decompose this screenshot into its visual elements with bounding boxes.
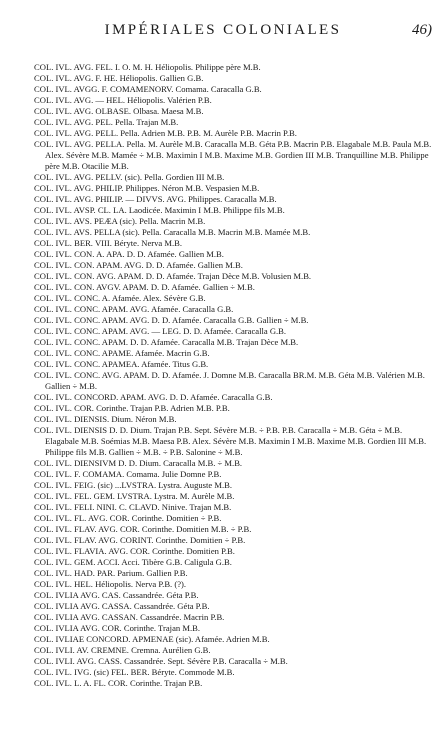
- list-item: COL. IVL. CON. AVG. APAM. D. D. Afamée. Trajan Dèce M.B. Volusien M.B.: [34, 271, 312, 281]
- list-item: COL. IVL. DIENSIS. Dium. Néron M.B.: [34, 414, 177, 424]
- list-item: COL. IVL. FL. AVG. COR. Corinthe. Domitien ÷ P.B.: [34, 513, 222, 523]
- list-item: COL. IVL. AVG. FEL. I. O. M. H. Héliopolis. Philippe père M.B.: [34, 62, 261, 72]
- list-item: COL. IVLIA AVG. CAS. Cassandrée. Géta P.B.: [34, 590, 199, 600]
- list-item: COL. IVL. CONC. AVG. APAM. D. D. Afamée. J. Domne M.B. Caracalla BR.M. M.B. Géta M.B. Valérien M.B. Gallien ÷ M.B.: [34, 370, 425, 391]
- list-item: COL. IVL. FLAV. AVG. CORINT. Corinthe. Domitien ÷ P.B.: [34, 535, 246, 545]
- list-item: COL. IVL. AVG. PHILIP. — DIVVS. AVG. Philippes. Caracalla M.B.: [34, 194, 277, 204]
- page-number: 46): [412, 22, 432, 38]
- list-item: COL. IVLI. AV. CREMNE. Cremna. Aurélien G.B.: [34, 645, 211, 655]
- list-item: COL. IVL. CONC. APAM. AVG. D. D. Afamée. Caracalla G.B. Gallien ÷ M.B.: [34, 315, 309, 325]
- list-item: COL. IVL. CON. APAM. AVG. D. D. Afamée. Gallien M.B.: [34, 260, 243, 270]
- list-item: COL. IVL. AVG. PELLA. Pella. M. Aurèle M.B. Caracalla M.B. Géta P.B. Macrin P.B. Elagabale M.B. Paula M.B. Alex. Sévère M.B. Mamée ÷ M.B. Maximin I M.B. Maxime M.B. Gordien III M.B. Tranquilline M.B. Philippe père M.B. Otacilie M.B.: [34, 139, 432, 171]
- list-item: COL. IVLI. AVG. CASS. Cassandrée. Sept. Sévère P.B. Caracalla ÷ M.B.: [34, 656, 288, 666]
- list-item: COL. IVL. AVG. F. HE. Héliopolis. Gallien G.B.: [34, 73, 204, 83]
- list-item: COL. IVL. DIENSIS D. D. Dium. Trajan P.B. Sept. Sévère M.B. ÷ P.B. P.B. Caracalla ÷ M.B. Géta ÷ M.B. Elagabale M.B. Soémias M.B. Maesa P.B. Alex. Sévère M.B. Maximin I M.B. Maxime M.B. Gordien III M.B. Philippe fils M.B. Gallien ÷ M.B. ÷ P.B. Salonine ÷ M.B.: [34, 425, 427, 457]
- list-item: COL. IVL. AVG. OLBASE. Olbasa. Maesa M.B.: [34, 106, 204, 116]
- entry-list: [34, 62, 434, 689]
- list-item: COL. IVL. FLAV. AVG. COR. Corinthe. Domitien M.B. ÷ P.B.: [34, 524, 252, 534]
- list-item: COL. IVL. FLAVIA. AVG. COR. Corinthe. Domitien P.B.: [34, 546, 235, 556]
- list-item: COL. IVLIA AVG. CASSAN. Cassandrée. Macrin P.B.: [34, 612, 225, 622]
- list-item: COL. IVL. CON. A. APA. D. D. Afamée. Gallien M.B.: [34, 249, 224, 259]
- list-item: COL. IVL. HEL. Héliopolis. Nerva P.B. (?).: [34, 579, 187, 589]
- list-item: COL. IVL. AVG. — HEL. Héliopolis. Valérien P.B.: [34, 95, 212, 105]
- page-header: [0, 22, 446, 42]
- list-item: COL. IVL. FEL. GEM. LVSTRA. Lystra. M. Aurèle M.B.: [34, 491, 235, 501]
- list-item: COL. IVL. IVG. (sic) FEL. BER. Béryte. Commode M.B.: [34, 667, 235, 677]
- list-item: COL. IVL. CONC. APAMEA. Afamée. Titus G.B.: [34, 359, 209, 369]
- list-item: COL. IVL. AVG. PELLV. (sic). Pella. Gordien III M.B.: [34, 172, 225, 182]
- list-item: COL. IVL. CONC. APAM. AVG. Afamée. Caracalla G.B.: [34, 304, 234, 314]
- page-title: IMPÉRIALES COLONIALES: [104, 22, 342, 38]
- list-item: COL. IVL. FEIG. (sic) ...LVSTRA. Lystra. Auguste M.B.: [34, 480, 233, 490]
- list-item: COL. IVL. CONCORD. APAM. AVG. D. D. Afamée. Caracalla G.B.: [34, 392, 273, 402]
- list-item: COL. IVL. AVSP. CL. LA. Laodicée. Maximin I M.B. Philippe fils M.B.: [34, 205, 285, 215]
- list-item: COL. IVLIA AVG. CASSA. Cassandrée. Géta P.B.: [34, 601, 210, 611]
- list-item: COL. IVL. AVG. PELL. Pella. Adrien M.B. P.B. M. Aurèle P.B. Macrin P.B.: [34, 128, 297, 138]
- list-item: COL. IVLIA AVG. COR. Corinthe. Trajan M.B.: [34, 623, 200, 633]
- list-item: COL. IVL. CONC. APAM. AVG. — LEG. D. D. Afamée. Caracalla G.B.: [34, 326, 287, 336]
- list-item: COL. IVL. AVS. PEÆA (sic). Pella. Macrin M.B.: [34, 216, 206, 226]
- list-item: COL. IVL. HAD. PAR. Parium. Gallien P.B.: [34, 568, 188, 578]
- list-item: COL. IVL. F. COMAMA. Comama. Julie Domne P.B.: [34, 469, 222, 479]
- list-item: COL. IVL. CONC. APAME. Afamée. Macrin G.B.: [34, 348, 210, 358]
- list-item: COL. IVL. COR. Corinthe. Trajan P.B. Adrien M.B. P.B.: [34, 403, 230, 413]
- list-item: COL. IVL. CONC. APAM. D. D. Afamée. Caracalla M.B. Trajan Dèce M.B.: [34, 337, 299, 347]
- list-item: COL. IVL. FELI. NINI. C. CLAVD. Ninive. Trajan M.B.: [34, 502, 232, 512]
- list-item: COL. IVLIAE CONCORD. APMENAE (sic). Afamée. Adrien M.B.: [34, 634, 270, 644]
- list-item: COL. IVL. CON. AVGV. APAM. D. D. Afamée. Gallien ÷ M.B.: [34, 282, 255, 292]
- list-item: COL. IVL. BER. VIII. Béryte. Nerva M.B.: [34, 238, 183, 248]
- list-item: COL. IVL. DIENSIVM D. D. Dium. Caracalla M.B. ÷ M.B.: [34, 458, 243, 468]
- list-item: COL. IVL. GEM. ACCI. Acci. Tibère G.B. Caligula G.B.: [34, 557, 232, 567]
- list-item: COL. IVL. L. A. FL. COR. Corinthe. Trajan P.B.: [34, 678, 203, 688]
- list-item: COL. IVL. AVG. PEL. Pella. Trajan M.B.: [34, 117, 179, 127]
- list-item: COL. IVL. AVGG. F. COMAMENORV. Comama. Caracalla G.B.: [34, 84, 262, 94]
- list-item: COL. IVL. AVS. PELLA (sic). Pella. Caracalla M.B. Macrin M.B. Mamée M.B.: [34, 227, 311, 237]
- list-item: COL. IVL. CONC. A. Afamée. Alex. Sévère G.B.: [34, 293, 206, 303]
- list-item: COL. IVL. AVG. PHILIP. Philippes. Néron M.B. Vespasien M.B.: [34, 183, 260, 193]
